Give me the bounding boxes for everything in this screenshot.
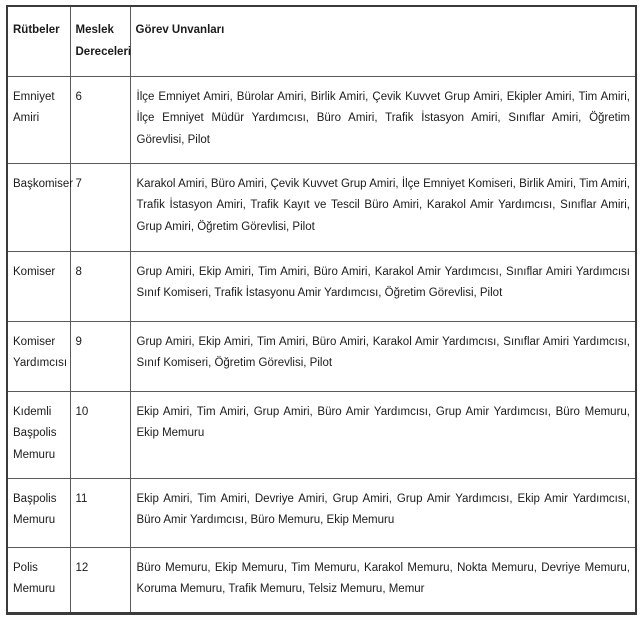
table-row <box>7 478 636 547</box>
titles-cell: Grup Amiri, Ekip Amiri, Tim Amiri, Büro Amiri, Karakol Amir Yardımcısı, Sınıflar Amiri Yardımcısı Sınıf Komiseri, Trafik İstasyonu Amir Yardımcısı, Öğretim Görevlisi, Pilot <box>130 251 636 321</box>
header-row <box>7 6 636 76</box>
rank-cell: Başpolis Memuru <box>7 478 70 547</box>
rank-cell: Kıdemli Başpolis Memuru <box>7 391 70 478</box>
titles-cell: Ekip Amiri, Tim Amiri, Grup Amiri, Büro Amir Yardımcısı, Grup Amir Yardımcısı, Büro Memuru, Ekip Memuru <box>130 391 636 478</box>
table-body <box>7 76 636 613</box>
degree-cell: 7 <box>70 163 130 251</box>
header-rank: Rütbeler <box>7 6 70 76</box>
table-row <box>7 76 636 163</box>
degree-cell: 6 <box>70 76 130 163</box>
rank-cell: Komiser <box>7 251 70 321</box>
rank-cell: Emniyet Amiri <box>7 76 70 163</box>
degree-cell: 8 <box>70 251 130 321</box>
titles-cell: Karakol Amiri, Büro Amiri, Çevik Kuvvet Grup Amiri, İlçe Emniyet Komiseri, Birlik Amiri, Tim Amiri, Trafik İstasyon Amiri, Trafik Kayıt ve Tescil Büro Amiri, Karakol Amir Yardımcısı, Sınıflar Amiri, Grup Amiri, Öğretim Görevlisi, Pilot <box>130 163 636 251</box>
rank-cell: Başkomiser <box>7 163 70 251</box>
header-degree: Meslek Dereceleri <box>70 6 130 76</box>
table-header <box>7 6 636 76</box>
rank-cell: Polis Memuru <box>7 547 70 613</box>
table-row <box>7 547 636 613</box>
degree-cell: 10 <box>70 391 130 478</box>
titles-cell: Grup Amiri, Ekip Amiri, Tim Amiri, Büro Amiri, Karakol Amir Yardımcısı, Sınıflar Amiri Yardımcısı, Sınıf Komiseri, Öğretim Görevlisi, Pilot <box>130 321 636 391</box>
header-titles: Görev Unvanları <box>130 6 636 76</box>
titles-cell: Ekip Amiri, Tim Amiri, Devriye Amiri, Grup Amiri, Grup Amir Yardımcısı, Ekip Amir Yardımcısı, Büro Amir Yardımcısı, Büro Memuru, Ekip Memuru <box>130 478 636 547</box>
titles-cell: İlçe Emniyet Amiri, Bürolar Amiri, Birlik Amiri, Çevik Kuvvet Grup Amiri, Ekipler Amiri, Tim Amiri, İlçe Emniyet Müdür Yardımcısı, Büro Amiri, Trafik İstasyon Amiri, Sınıflar Amiri, Öğretim Görevlisi, Pilot <box>130 76 636 163</box>
degree-cell: 12 <box>70 547 130 613</box>
titles-cell: Büro Memuru, Ekip Memuru, Tim Memuru, Karakol Memuru, Nokta Memuru, Devriye Memuru, Koruma Memuru, Trafik Memuru, Telsiz Memuru, Memur <box>130 547 636 613</box>
police-ranks-table <box>6 5 637 615</box>
table-row <box>7 321 636 391</box>
table-row <box>7 251 636 321</box>
table-row <box>7 163 636 251</box>
degree-cell: 9 <box>70 321 130 391</box>
rank-cell: Komiser Yardımcısı <box>7 321 70 391</box>
table-row <box>7 391 636 478</box>
degree-cell: 11 <box>70 478 130 547</box>
